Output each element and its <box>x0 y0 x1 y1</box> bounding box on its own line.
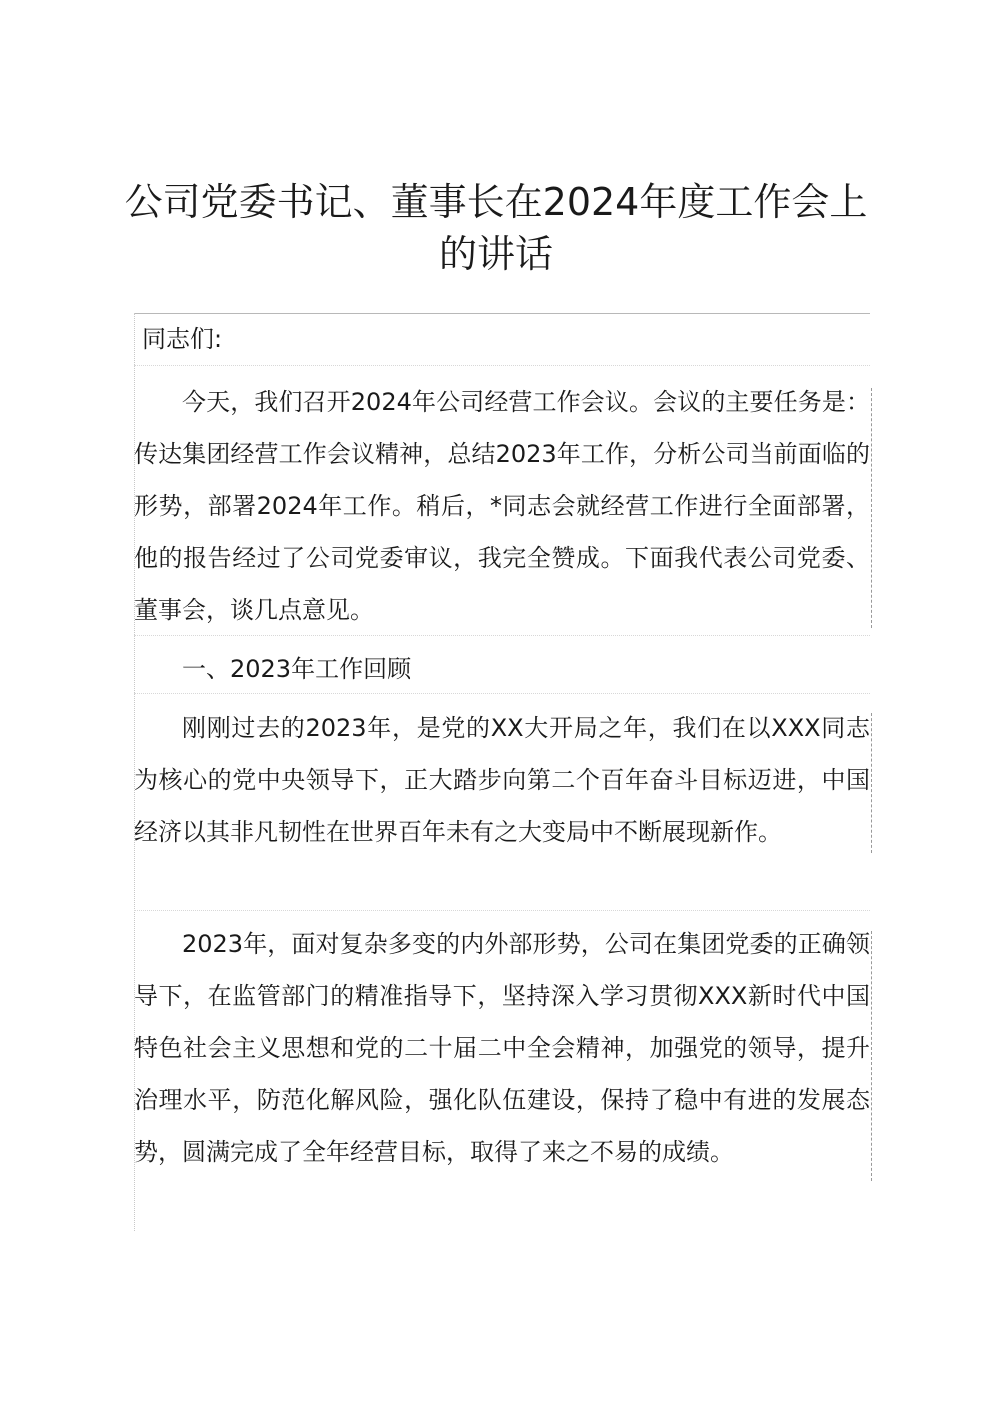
paragraph-achievements: 2023年，面对复杂多变的内外部形势，公司在集团党委的正确领导下，在监管部门的精准指导下，坚持深入学习贯彻XXX新时代中国特色社会主义思想和党的二十届二中全会精神，加强党的领导，提升治理水平，防范化解风险，强化队伍建设，保持了稳中有进的发展态势，圆满完成了全年经营目标，取得了来之不易的成绩。 <box>134 930 870 1166</box>
paragraph-divider <box>134 910 870 911</box>
paragraph-intro: 今天，我们召开2024年公司经营工作会议。会议的主要任务是：传达集团经营工作会议精神，总结2023年工作，分析公司当前面临的形势，部署2024年工作。稍后，*同志会就经营工作进行全面部署，他的报告经过了公司党委审议，我完全赞成。下面我代表公司党委、董事会，谈几点意见。 <box>134 388 870 624</box>
greeting: 同志们: <box>142 325 223 353</box>
greeting-divider <box>134 365 870 366</box>
right-edge-marks <box>871 713 872 853</box>
right-edge-marks <box>871 931 872 1181</box>
paragraph-divider <box>134 635 870 636</box>
document-title: 公司党委书记、董事长在2024年度工作会上的讲话 <box>124 180 868 276</box>
top-divider <box>134 313 870 314</box>
paragraph-review: 刚刚过去的2023年，是党的XX大开局之年，我们在以XXX同志为核心的党中央领导下，正大踏步向第二个百年奋斗目标迈进，中国经济以其非凡韧性在世界百年未有之大变局中不断展现新作。 <box>134 714 870 846</box>
section-heading: 一、2023年工作回顾 <box>182 655 412 683</box>
paragraph-divider <box>134 693 870 694</box>
right-edge-marks <box>871 388 872 628</box>
document-body <box>134 313 870 1231</box>
